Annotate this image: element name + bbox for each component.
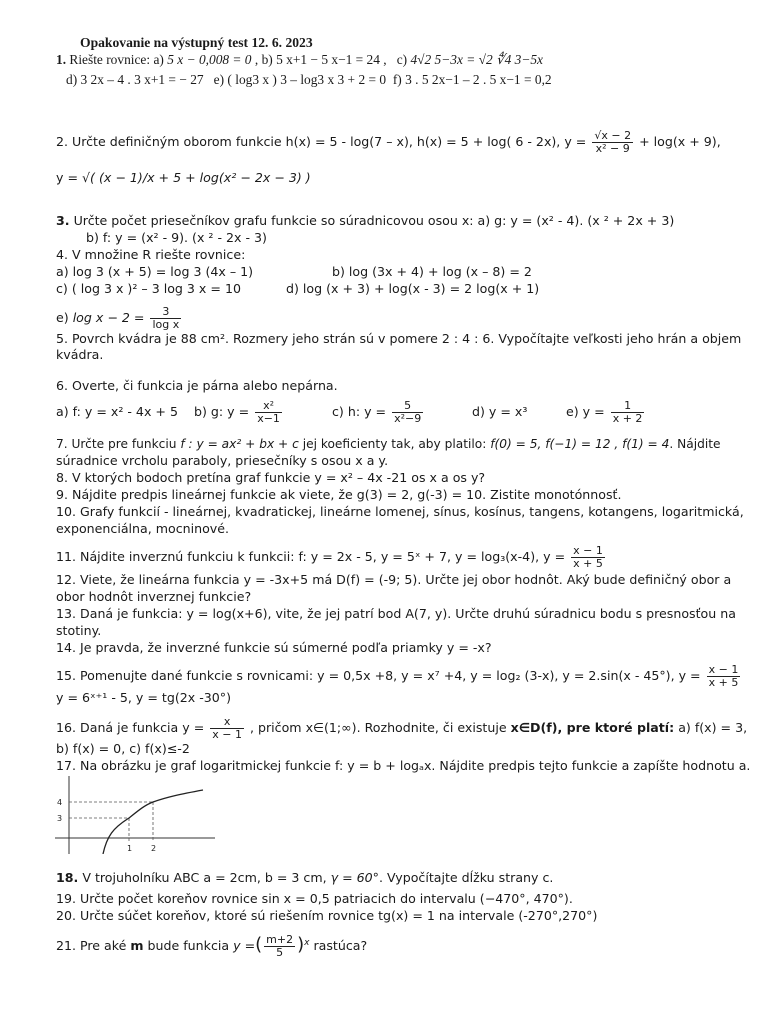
question-10-line-2: exponenciálna, mocninové. <box>56 521 230 536</box>
question-15-line-1: 15. Pomenujte dané funkcie s rovnicami: y = 0,5x +8, y = x⁷ +4, y = log₂ (3-x), y = 2.sin(x - 45°), y = $\frac{x - 1}{x + 5}$ <box>56 663 739 689</box>
question-8: 8. V ktorých bodoch pretína graf funkcie y = x² – 4x -21 os x a os y? <box>56 470 486 485</box>
question-14: 14. Je pravda, že inverzné funkcie sú súmerné podľa priamky y = -x? <box>56 640 492 655</box>
question-21: 21. Pre aké m bude funkcia y =( $\frac{m+2}{5}$ )$^x$ rastúca? <box>56 933 368 959</box>
question-6b: b) g: y = $\frac{\text{x²}}{x-1}$ <box>194 399 280 425</box>
question-18: 18. V trojuholníku ABC a = 2cm, b = 3 cm, γ = 60°. Vypočítajte dĺžku strany c. <box>56 870 554 885</box>
q2-fraction: $\frac{√x - 2}{\text{x² − 9}}$ <box>594 129 632 155</box>
question-17: 17. Na obrázku je graf logaritmickej funkcie f: y = b + logₐx. Nájdite predpis tejto funkcie a zapíšte hodnotu a. <box>56 758 751 773</box>
question-16-line-1: 16. Daná je funkcia y = $\frac{x}{x - 1}$ , pričom x∈(1;∞). Rozhodnite, či existuje x∈D(f), pre ktoré platí: a) f(x) = 3, <box>56 715 748 741</box>
question-10-line-1: 10. Grafy funkcií - lineárnej, kvadratickej, lineárne lomenej, sínus, kosínus, tangens, kotangens, logaritmická, <box>56 504 744 519</box>
question-20: 20. Určte súčet koreňov, ktoré sú riešením rovnice tg(x) = 1 na intervale (-270°,270°) <box>56 908 598 923</box>
question-13-line-2: stotiny. <box>56 623 102 638</box>
question-number: 1. <box>56 52 67 67</box>
question-2-line-1: 2. Určte definičným oborom funkcie h(x) = 5 - log(7 – x), h(x) = 5 + log( 6 - 2x), y = $\frac{√x - 2}{\text{x² − 9}}$ + log(x + 9), <box>56 129 721 155</box>
question-3-line-1: 3. Určte počet priesečníkov grafu funkcie so súradnicovou osou x: a) g: y = (x² - 4). (x ² + 2x + 3) <box>56 213 675 228</box>
y-label-3: 3 <box>57 814 63 823</box>
question-12-line-2: obor hodnôt inverznej funkcie? <box>56 589 252 604</box>
question-2-line-2: y = √( (x − 1)/x + 5 + log(x² − 2x − 3) ) <box>56 170 311 185</box>
question-12-line-1: 12. Viete, že lineárna funkcia y = -3x+5 má D(f) = (-9; 5). Určte jej obor hodnôt. Aký bude definičný obor a <box>56 572 732 587</box>
question-19: 19. Určte počet koreňov rovnice sin x = 0,5 patriacich do intervalu (−470°, 470°). <box>56 891 573 906</box>
question-7-line-2: súradnice vrcholu paraboly, priesečníky s osou x a y. <box>56 453 389 468</box>
question-16-line-2: b) f(x) = 0, c) f(x)≤-2 <box>56 741 190 756</box>
question-4b: b) log (3x + 4) + log (x – 8) = 2 <box>332 264 532 279</box>
question-4-intro: 4. V množine R riešte rovnice: <box>56 247 246 262</box>
question-6-intro: 6. Overte, či funkcia je párna alebo nepárna. <box>56 378 338 393</box>
x-label-2: 2 <box>151 844 157 853</box>
question-6e: e) y = $\frac{1}{x + 2}$ <box>566 399 643 425</box>
question-15-line-2: y = 6ˣ⁺¹ - 5, y = tg(2x -30°) <box>56 690 231 705</box>
question-5-line-1: 5. Povrch kvádra je 88 cm². Rozmery jeho strán sú v pomere 2 : 4 : 6. Vypočítajte veľkosti jeho hrán a objem <box>56 331 742 346</box>
question-5-line-2: kvádra. <box>56 347 104 362</box>
x-label-1: 1 <box>127 844 133 853</box>
question-13-line-1: 13. Daná je funkcia: y = log(x+6), vite, že jej patrí bod A(7, y). Určte druhú súradnicu bodu s presnosťou na <box>56 606 736 621</box>
page-title: Opakovanie na výstupný test 12. 6. 2023 <box>80 35 313 50</box>
question-3-line-2: b) f: y = (x² - 9). (x ² - 2x - 3) <box>86 230 267 245</box>
y-label-4: 4 <box>57 798 63 807</box>
question-7-line-1: 7. Určte pre funkciu f : y = ax² + bx + c jej koeficienty tak, aby platilo: f(0) = 5, f(−1) = 12 , f(1) = 4. Nájdite <box>56 437 721 451</box>
question-6d: d) y = x³ <box>472 404 528 419</box>
question-4c: c) ( log 3 x )² – 3 log 3 x = 10 <box>56 281 241 296</box>
question-6c: c) h: y = $\frac{5}{\text{x²−9}}$ <box>332 399 422 425</box>
question-9: 9. Nájdite predpis lineárnej funkcie ak viete, že g(3) = 2, g(-3) = 10. Zistite monotónnosť. <box>56 487 622 502</box>
question-1-line-2: d) 3 2x – 4 . 3 x+1 = − 27 e) ( log3 x ) 3 – log3 x 3 + 2 = 0 f) 3 . 5 2x−1 – 2 . 5 x−1 = 0,2 <box>66 72 552 87</box>
question-11: 11. Nájdite inverznú funkciu k funkcii: f: y = 2x - 5, y = 5ˣ + 7, y = log₃(x-4), y = $\frac{x - 1}{x + 5}$ <box>56 544 603 570</box>
question-6a: a) f: y = x² - 4x + 5 <box>56 404 178 419</box>
question-4e: e) log x − 2 = $\frac{3}{\text{log x}}$ <box>56 305 180 331</box>
question-4d: d) log (x + 3) + log(x - 3) = 2 log(x + 1) <box>286 281 540 296</box>
question-1-line-1: 1. Riešte rovnice: a) 5 x − 0,008 = 0 , b) 5 x+1 − 5 x−1 = 24 , c) 4√2 5−3x = √2 ∜4 3−5x <box>56 52 543 67</box>
question-4a: a) log 3 (x + 5) = log 3 (4x – 1) <box>56 264 254 279</box>
log-function-graph <box>55 776 215 854</box>
